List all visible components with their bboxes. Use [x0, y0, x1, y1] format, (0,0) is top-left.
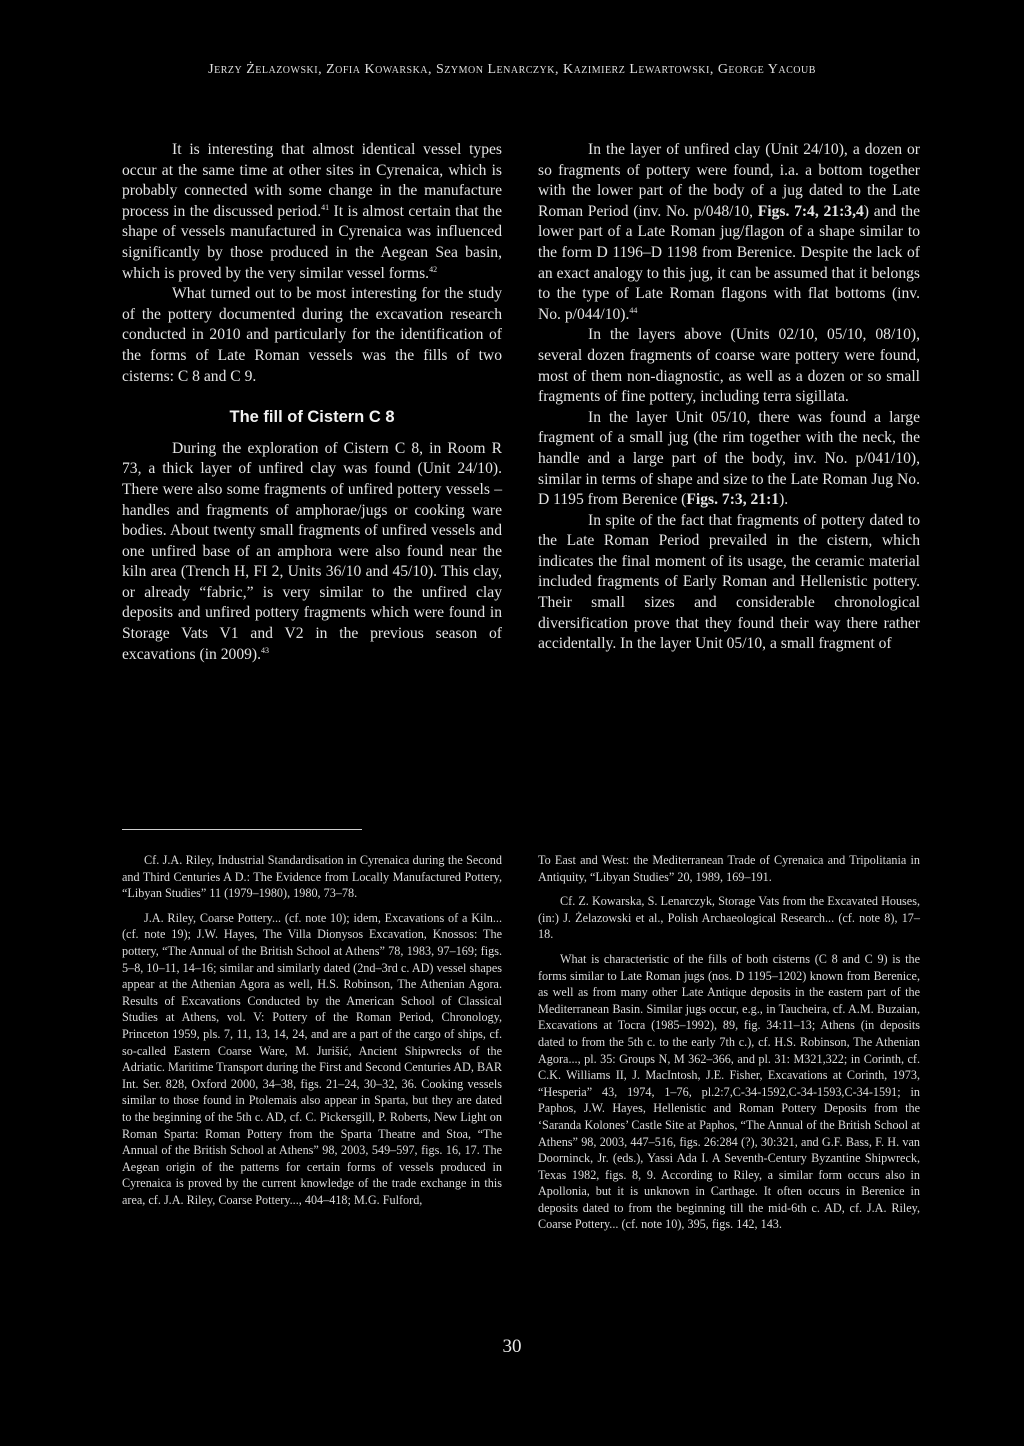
left-text-column — [122, 140, 502, 665]
footnote-ref: 41 — [321, 202, 330, 212]
paragraph-text: It is interesting that almost identical vessel types occur at the same time at other sites in Cyrenaica, which is probably connected with some change in the manufacture process in the discussed period. — [122, 141, 502, 220]
paragraph — [538, 408, 920, 511]
paragraph — [538, 140, 920, 325]
paragraph-text: In the layer of unfired clay (Unit 24/10), a dozen or so fragments of pottery were found, i.a. a bottom together with the lower part of the body of a jug dated to the Late Roman Period (inv. No. p/048/10, — [538, 141, 920, 220]
right-text-column — [538, 140, 920, 655]
footnote-ref: 43 — [261, 645, 270, 655]
paragraph-text: In the layers above (Units 02/10, 05/10, 08/10), several dozen fragments of coarse ware pottery were found, most of them non-diagnostic, as well as a dozen or so small fragments of fine pottery, including terra sigillata. — [538, 326, 920, 406]
footnotes-left — [122, 852, 502, 1216]
footnote-ref: 44 — [629, 305, 638, 315]
section-heading: The fill of Cistern C 8 — [229, 408, 395, 427]
paragraph-text: In spite of the fact that fragments of pottery dated to the Late Roman Period prevailed in the cistern, which indicates the final moment of its usage, the ceramic material included fragments of Early Roman and Hellenistic pottery. Their small sizes and considerable chronological diversification prove that they found their way there rather accidentally. In the layer Unit 05/10, a small fragment of — [538, 511, 920, 653]
paragraph-text: It is almost certain that the shape of vessels manufactured in Cyrenaica was influenced significantly by those produced in the Aegean Sea basin, which is proved by the very similar vessel forms. — [122, 202, 503, 282]
running-head: Jerzy Żelazowski, Zofia Kowarska, Szymon Lenarczyk, Kazimierz Lewartowski, George Yacoub — [208, 62, 816, 77]
paragraph — [538, 325, 920, 407]
figure-reference: Figs. 7:3, 21:1 — [686, 491, 780, 509]
footnote-separator — [122, 829, 362, 830]
paragraph-text: What turned out to be most interesting for the study of the pottery documented during the excavation research conducted in 2010 and particularly for the identification of the forms of Late Roman vessels was the fills of two cisterns: C 8 and C 9. — [122, 285, 502, 385]
footnote: J.A. Riley, Coarse Pottery... (cf. note 10); idem, Excavations of a Kiln... (cf. note 19); J.W. Hayes, The Villa Dionysos Excavation, Knossos: The pottery, “The Annual of the British School at Athens” 78, 1983, 97–169; figs. 5–8, 10–11, 14–16; similar and similarly dated (2nd–3rd c. AD) vessel shapes appear at the Athenian Agora as well, H.S. Robinson, The Athenian Agora. Results of Excavations Conducted by the American School of Classical Studies at Athens, vol. V: Pottery of the Roman Period, Chronology, Princeton 1959, pls. 7, 11, 13, 14, 24, and are a part of the cargo of ships, cf. so-called Eastern Coarse Ware, M. Jurišić, Ancient Shipwrecks of the Adriatic. Maritime Transport during the First and Second Centuries AD, BAR Int. Ser. 828, Oxford 2000, 34–38, figs. 21–24, 30–32, 36. Cooking vessels similar to those found in Ptolemais also appear in Sparta, but they are dated to the beginning of the 5th c. AD, cf. C. Pickersgill, P. Roberts, New Light on Roman Sparta: Roman Pottery from the Sparta Theatre and Stoa, “The Annual of the British School at Athens” 98, 2003, 549–597, figs. 16, 17. The Aegean origin of the patterns for certain forms of vessels produced in Cyrenaica is proved by the current knowledge of the trade exchange in this area, cf. J.A. Riley, Coarse Pottery..., 404–418; M.G. Fulford, — [122, 910, 502, 1207]
page-number: 30 — [502, 1336, 522, 1357]
footnote: Cf. J.A. Riley, Industrial Standardisation in Cyrenaica during the Second and Third Centuries A D.: The Evidence from Locally Manufactured Pottery, “Libyan Studies” 11 (1979–1980), 1980, 73–78. — [122, 853, 502, 901]
paragraph — [122, 284, 502, 387]
footnote: What is characteristic of the fills of both cisterns (C 8 and C 9) is the forms similar to Late Roman jugs (nos. D 1195–1202) known from Berenice, as well as from many other Late Antique deposits in the eastern part of the Mediterranean Basin. Similar jugs occur, e.g., in Taucheira, cf. A.M. Buzaian, Excavations at Tocra (1985–1992), 89, fig. 34:11–13; Athens (in deposits dated to from the 5th c. to the early 7th c.), cf. H.S. Robinson, The Athenian Agora..., pl. 35: Groups N, M 362–366, and pl. 31: M321,322; in Corinth, cf. C.K. Williams II, J. MacIntosh, J.E. Fisher, Excavations at Corinth, 1973, “Hesperia” 43, 1974, 1–76, pl.2:7,C-34-1592,C-34-1593,C-34-1591; in Paphos, J.W. Hayes, Hellenistic and Roman Pottery Deposits from the ‘Saranda Kolones’ Castle Site at Paphos, “The Annual of the British School at Athens” 98, 2003, 447–516, figs. 26:284 (?), 30:321, and G.F. Bass, F. H. van Doorninck, Jr. (eds.), Yassi Ada I. A Seventh-Century Byzantine Shipwreck, Texas 1982, figs. 8, 9. According to Riley, a similar form occurs also in Apollonia, but it is unknown in Carthage. It often occurs in Berenice in deposits dated to from the beginning till the mid-6th c. AD, cf. J.A. Riley, Coarse Pottery... (cf. note 10), 395, figs. 142, 143. — [538, 951, 920, 1232]
paragraph-text: ). — [779, 491, 789, 509]
paragraph-text: During the exploration of Cistern C 8, in Room R 73, a thick layer of unfired clay was found (Unit 24/10). There were also some fragments of unfired pottery vessels – handles and fragments of amphorae/jugs or cooking ware bodies. About twenty small fragments of unfired vessels and one unfired base of an amphora were also found near the kiln area (Trench H, FI 2, Units 36/10 and 45/10). This clay, or already “fabric,” is very similar to the unfired clay deposits and unfired pottery fragments which were found in Storage Vats V1 and V2 in the previous season of excavations (in 2009). — [122, 439, 502, 663]
paragraph-text: ) and the lower part of a Late Roman jug/flagon of a shape similar to the form D 1196–D 1198 from Berenice. Despite the lack of an exact analogy to this jug, it can be assumed that it belongs to the type of Late Roman flagons with flat bottoms (inv. No. p/044/10). — [538, 202, 920, 323]
footnotes-right — [538, 852, 920, 1241]
paragraph — [538, 511, 920, 655]
paragraph — [122, 439, 502, 666]
footnote: Cf. Z. Kowarska, S. Lenarczyk, Storage Vats from the Excavated Houses, (in:) J. Żelazowski et al., Polish Archaeological Research... (cf. note 8), 17–18. — [538, 894, 920, 942]
figure-reference: Figs. 7:4, 21:3,4 — [757, 202, 864, 220]
paragraph — [122, 140, 502, 284]
paragraph-text: In the layer Unit 05/10, there was found a large fragment of a small jug (the rim together with the neck, the handle and a large part of the body, inv. No. p/041/10), similar in terms of shape and size to the Late Roman Jug No. D 1195 from Berenice ( — [538, 408, 920, 509]
footnote-ref: 42 — [429, 264, 438, 274]
footnote-continuation: To East and West: the Mediterranean Trade of Cyrenaica and Tripolitania in Antiquity, “Libyan Studies” 20, 1989, 169–191. — [538, 853, 920, 884]
